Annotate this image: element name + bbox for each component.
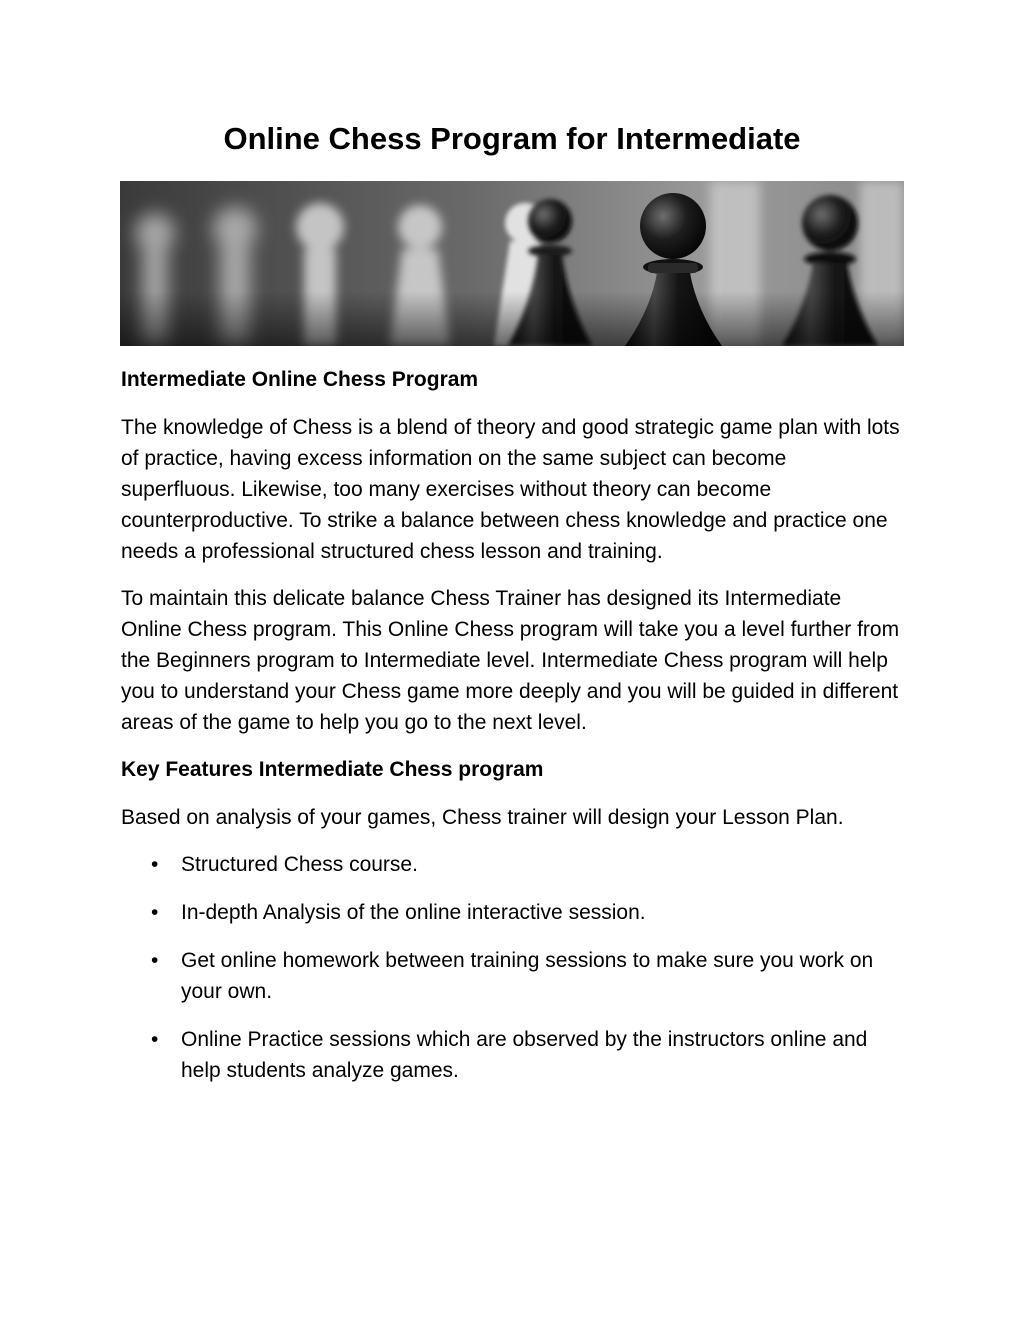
feature-text: Get online homework between training sessions to make sure you work on your own. (181, 949, 874, 1003)
feature-text: In-depth Analysis of the online interactive session. (181, 901, 646, 924)
section-heading-intermediate-program: Intermediate Online Chess Program (121, 368, 479, 391)
paragraph-lesson-plan: Based on analysis of your games, Chess trainer will design your Lesson Plan. (121, 806, 844, 829)
list-item (121, 849, 906, 880)
list-item (121, 1024, 906, 1086)
paragraph-delicate-balance: To maintain this delicate balance Chess Trainer has designed its Intermediate Online Chess program. This Online Chess program will take you a level further from the Beginners program to Intermediate level. Intermediate Chess program will help you to understand your Chess game more deeply and you will be guided in different areas of the game to help you go to the next level. (121, 587, 900, 734)
bullet-icon: • (151, 949, 159, 972)
feature-list (121, 849, 906, 1086)
page-title: Online Chess Program for Intermediate (223, 121, 801, 156)
chess-pawns-banner-image (120, 181, 904, 346)
paragraph-chess-knowledge: The knowledge of Chess is a blend of theory and good strategic game plan with lots of practice, having excess information on the same subject can become superfluous. Likewise, too many exercises without theory can become counterproductive. To strike a balance between chess knowledge and practice one needs a professional structured chess lesson and training. (121, 416, 900, 563)
list-item (121, 897, 906, 928)
bullet-icon: • (151, 901, 159, 924)
bullet-icon: • (151, 1028, 159, 1051)
list-item (121, 945, 906, 1007)
section-heading-key-features: Key Features Intermediate Chess program (121, 758, 544, 781)
feature-text: Online Practice sessions which are observed by the instructors online and help students analyze games. (181, 1028, 868, 1082)
article-body (121, 364, 906, 1103)
feature-text: Structured Chess course. (181, 853, 418, 876)
bullet-icon: • (151, 853, 159, 876)
